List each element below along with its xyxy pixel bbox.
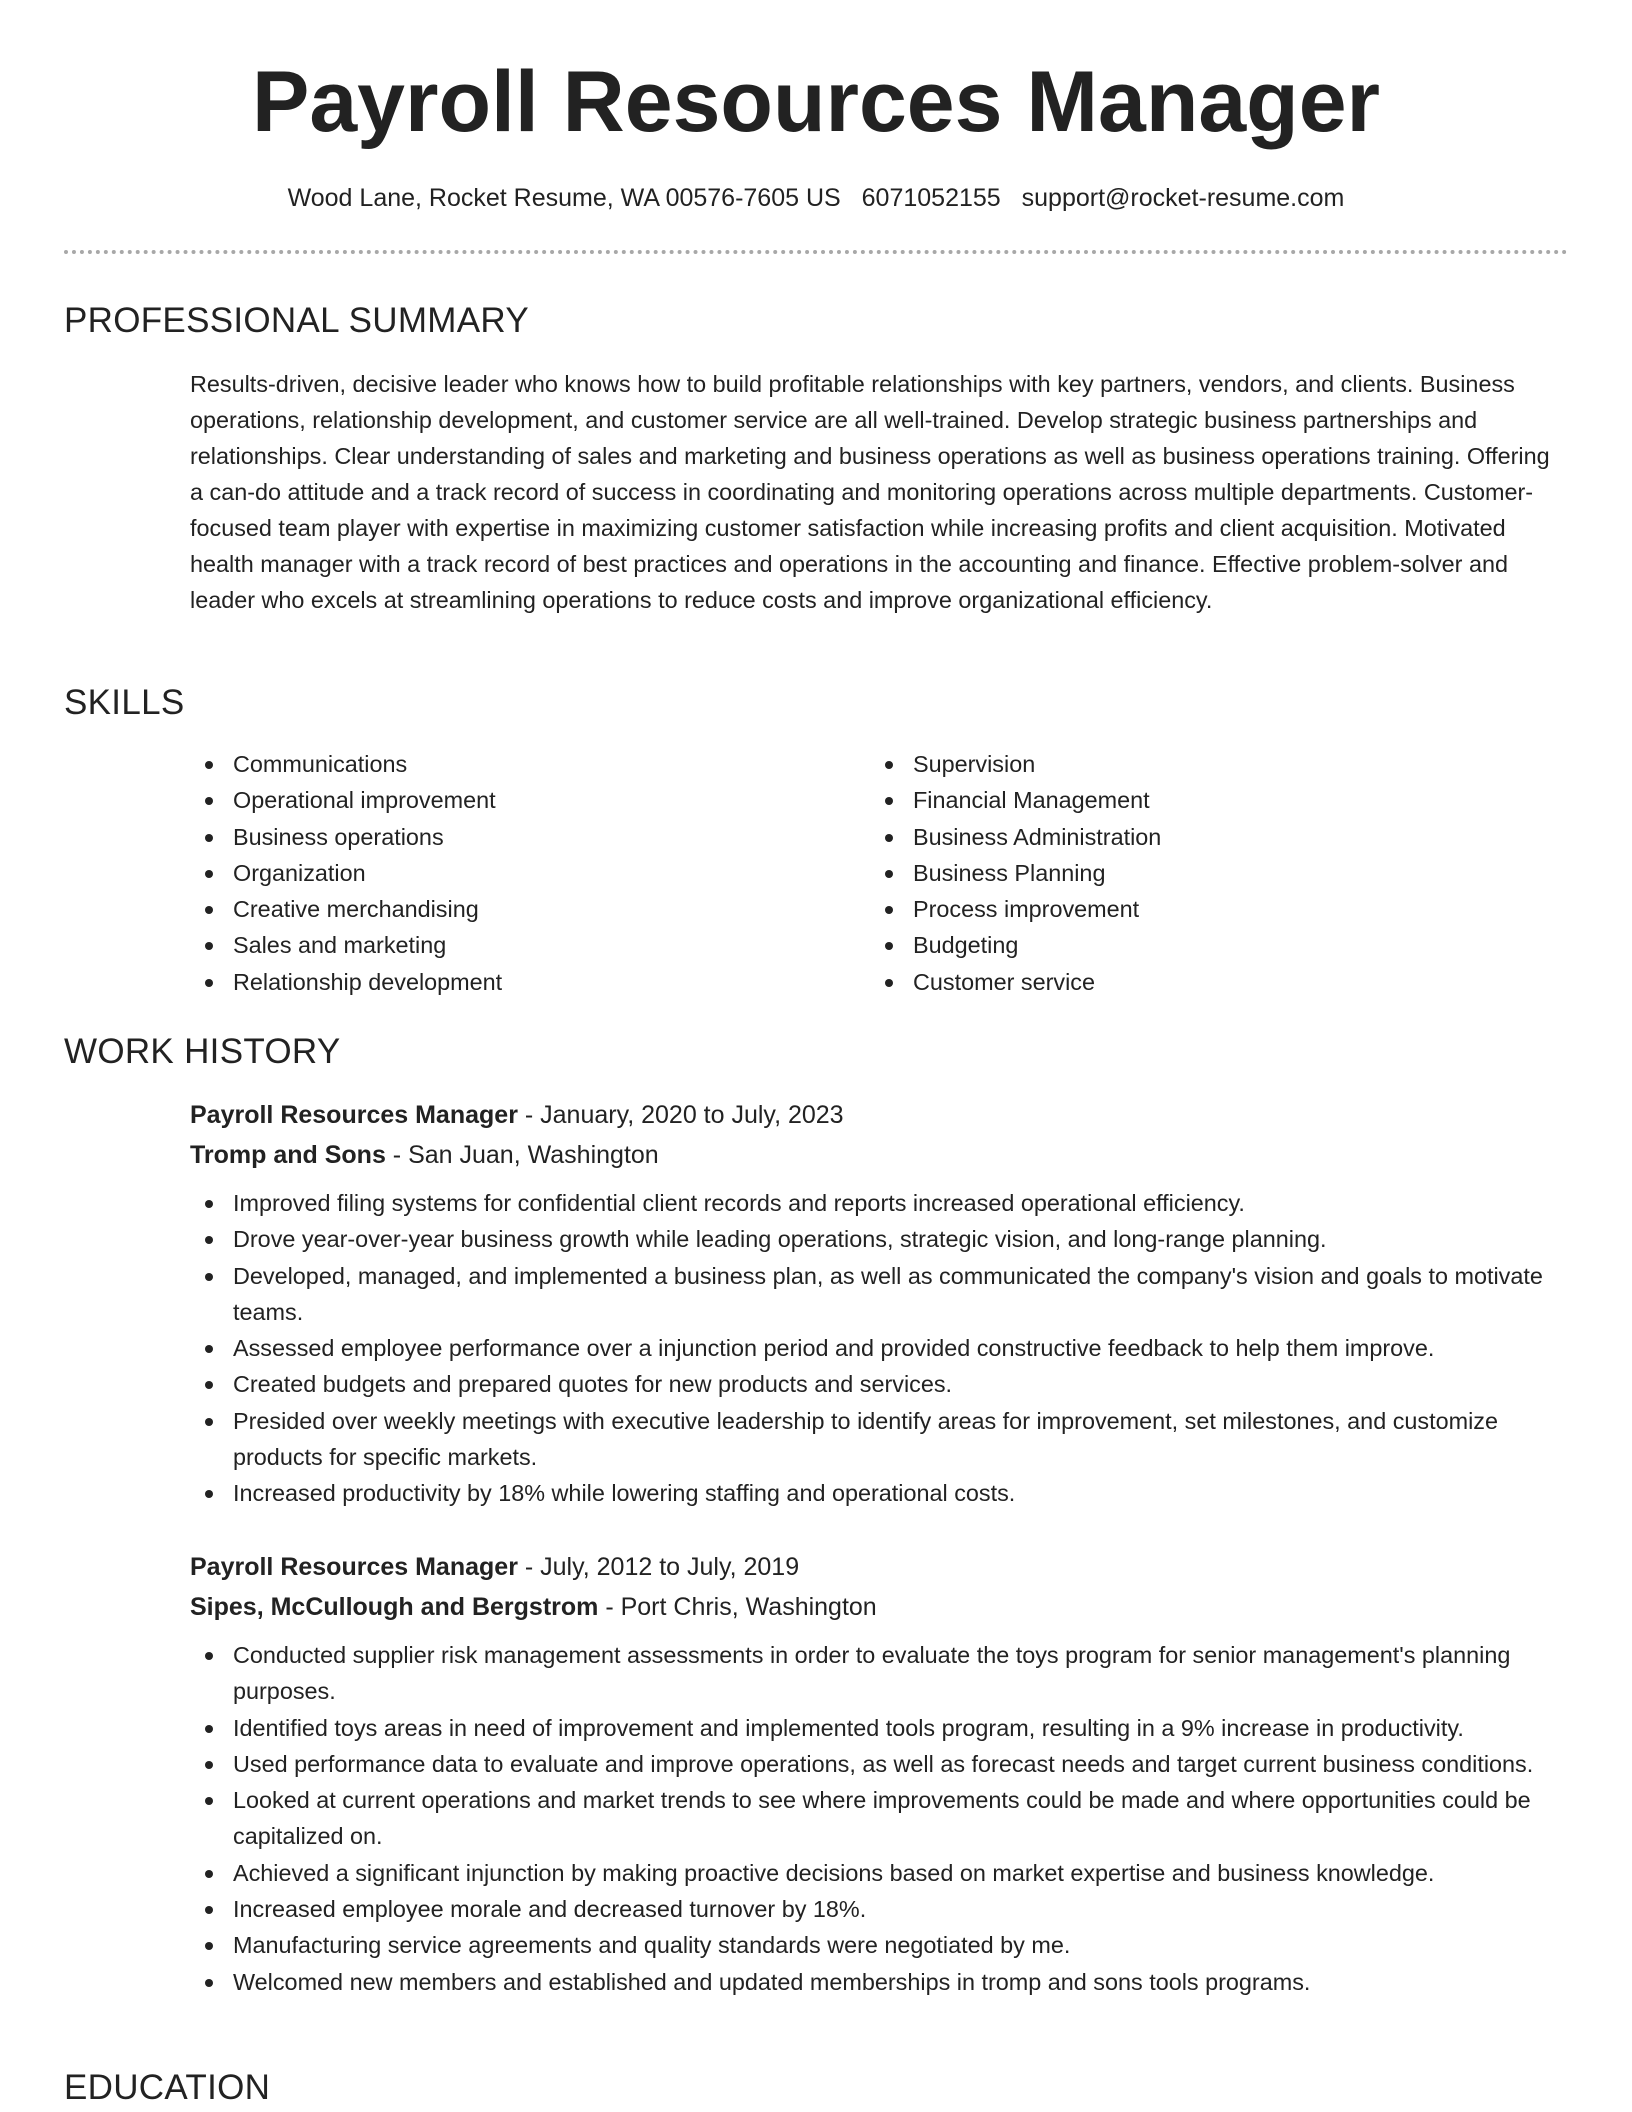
job-bullet: Manufacturing service agreements and quality standards were negotiated by me. [190, 1927, 1570, 1963]
skill-item: Business operations [190, 819, 870, 855]
job-bullet: Developed, managed, and implemented a business plan, as well as communicated the company's vision and goals to motivate teams. [190, 1258, 1570, 1331]
skill-item: Customer service [870, 964, 1550, 1000]
job-bullet: Used performance data to evaluate and improve operations, as well as forecast needs and target current business conditions. [190, 1746, 1570, 1782]
email: support@rocket-resume.com [1021, 184, 1345, 212]
job-bullets [190, 1185, 1570, 1512]
skill-item: Communications [190, 746, 870, 782]
job-bullet: Identified toys areas in need of improvement and implemented tools program, resulting in a 9% increase in productivity. [190, 1710, 1570, 1746]
skill-item: Sales and marketing [190, 927, 870, 963]
job-bullet: Increased productivity by 18% while lowering staffing and operational costs. [190, 1475, 1570, 1511]
job-entry [190, 1095, 1570, 1512]
contact-line [0, 180, 1632, 216]
job-bullet: Looked at current operations and market trends to see where improvements could be made and where opportunities could be capitalized on. [190, 1782, 1570, 1855]
phone: 6071052155 [861, 184, 1001, 212]
job-bullet: Drove year-over-year business growth while leading operations, strategic vision, and long-range planning. [190, 1221, 1570, 1257]
education-heading: EDUCATION [64, 2068, 271, 2107]
skill-item: Business Administration [870, 819, 1550, 855]
job-title-line [190, 1095, 1570, 1135]
job-title: Payroll Resources Manager [190, 1101, 518, 1129]
job-bullet: Increased employee morale and decreased turnover by 18%. [190, 1891, 1570, 1927]
skill-item: Budgeting [870, 927, 1550, 963]
job-bullet: Assessed employee performance over a injunction period and provided constructive feedback to help them improve. [190, 1330, 1570, 1366]
skill-item: Creative merchandising [190, 891, 870, 927]
job-bullets [190, 1637, 1570, 2000]
address: Wood Lane, Rocket Resume, WA 00576-7605 US [287, 184, 841, 212]
skills-list [190, 746, 1560, 1000]
skill-item: Business Planning [870, 855, 1550, 891]
skill-item: Organization [190, 855, 870, 891]
company-location: - San Juan, Washington [385, 1141, 659, 1169]
job-bullet: Improved filing systems for confidential client records and reports increased operational efficiency. [190, 1185, 1570, 1221]
job-bullet: Conducted supplier risk management assessments in order to evaluate the toys program for senior management's planning purposes. [190, 1637, 1570, 1710]
skill-item: Financial Management [870, 782, 1550, 818]
job-title-line [190, 1547, 1570, 1587]
company-name: Sipes, McCullough and Bergstrom [190, 1593, 599, 1621]
job-bullet: Presided over weekly meetings with executive leadership to identify areas for improvement, set milestones, and customize products for specific markets. [190, 1403, 1570, 1476]
skills-heading: SKILLS [64, 683, 185, 722]
job-bullet: Achieved a significant injunction by making proactive decisions based on market expertise and business knowledge. [190, 1855, 1570, 1891]
company-name: Tromp and Sons [190, 1141, 386, 1169]
job-company-line [190, 1587, 1570, 1627]
job-company-line [190, 1135, 1570, 1175]
summary-text: Results-driven, decisive leader who knows how to build profitable relationships with key partners, vendors, and clients. Business operations, relationship development, and customer service are all well-trained. Develop strategic business partnerships and relationships. Clear understanding of sales and marketing and business operations as well as business operations training. Offering a can-do attitude and a track record of success in coordinating and monitoring operations across multiple departments. Customer-focused team player with expertise in maximizing customer satisfaction while increasing profits and client acquisition. Motivated health manager with a track record of best practices and operations in the accounting and finance. Effective problem-solver and leader who excels at streamlining operations to reduce costs and improve organizational efficiency. [190, 371, 1550, 613]
skill-item: Operational improvement [190, 782, 870, 818]
job-entry [190, 1547, 1570, 2000]
skills-column-right [870, 746, 1550, 1000]
job-bullet: Welcomed new members and established and updated memberships in tromp and sons tools programs. [190, 1964, 1570, 2000]
job-title: Payroll Resources Manager [190, 1553, 518, 1581]
company-location: - Port Chris, Washington [598, 1593, 877, 1621]
summary-heading: PROFESSIONAL SUMMARY [64, 301, 529, 340]
skill-item: Process improvement [870, 891, 1550, 927]
candidate-name: Payroll Resources Manager [251, 54, 1381, 150]
header-divider [64, 250, 1568, 254]
job-dates: - January, 2020 to July, 2023 [517, 1101, 844, 1129]
skills-column-left [190, 746, 870, 1000]
job-bullet: Created budgets and prepared quotes for new products and services. [190, 1366, 1570, 1402]
skill-item: Supervision [870, 746, 1550, 782]
work-history-heading: WORK HISTORY [64, 1032, 341, 1071]
skill-item: Relationship development [190, 964, 870, 1000]
job-dates: - July, 2012 to July, 2019 [517, 1553, 800, 1581]
